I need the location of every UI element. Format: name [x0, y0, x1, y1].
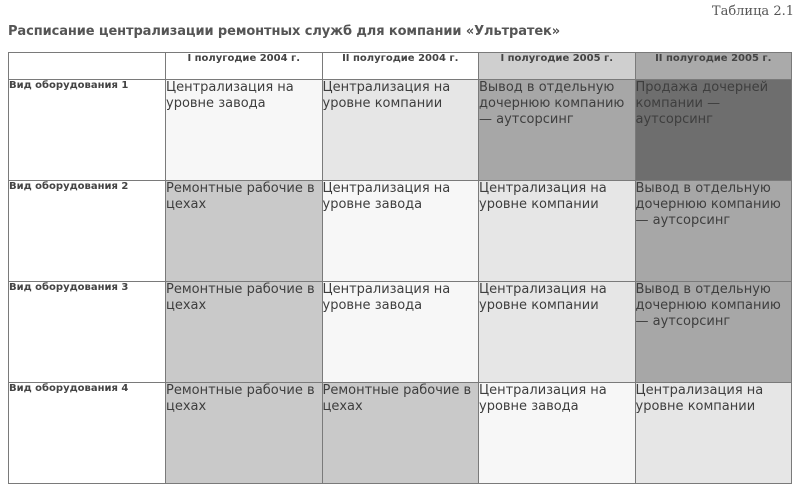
schedule-cell: Централизация на уровне компании: [322, 80, 479, 181]
schedule-cell: Централизация на уровне завода: [479, 383, 636, 484]
corner-cell: [9, 53, 166, 80]
schedule-cell: Ремонтные рабочие в цехах: [166, 181, 323, 282]
table-header-row: [9, 53, 792, 80]
schedule-cell: Централизация на уровне компании: [635, 383, 792, 484]
column-header: II полугодие 2004 г.: [322, 53, 479, 80]
schedule-cell: Централизация на уровне завода: [166, 80, 323, 181]
schedule-cell: Централизация на уровне завода: [322, 282, 479, 383]
table-row: [9, 80, 792, 181]
table-row: [9, 282, 792, 383]
table-row: [9, 181, 792, 282]
column-header: I полугодие 2005 г.: [479, 53, 636, 80]
row-header: Вид оборудования 4: [9, 383, 166, 484]
row-header: Вид оборудования 1: [9, 80, 166, 181]
row-header: Вид оборудования 2: [9, 181, 166, 282]
schedule-cell: Вывод в отдельную дочернюю компанию — аутсорсинг: [479, 80, 636, 181]
schedule-table: [8, 52, 792, 484]
column-header: II полугодие 2005 г.: [635, 53, 792, 80]
document-title: Расписание централизации ремонтных служб для компании «Ультратек»: [8, 24, 561, 39]
schedule-cell: Вывод в отдельную дочернюю компанию — аутсорсинг: [635, 181, 792, 282]
table-row: [9, 383, 792, 484]
schedule-cell: Централизация на уровне компании: [479, 181, 636, 282]
column-header: I полугодие 2004 г.: [166, 53, 323, 80]
schedule-cell: Ремонтные рабочие в цехах: [166, 282, 323, 383]
schedule-cell: Вывод в отдельную дочернюю компанию — аутсорсинг: [635, 282, 792, 383]
schedule-cell: Ремонтные рабочие в цехах: [322, 383, 479, 484]
row-header: Вид оборудования 3: [9, 282, 166, 383]
table-number-label: Таблица 2.1: [711, 4, 794, 19]
schedule-cell: Ремонтные рабочие в цехах: [166, 383, 323, 484]
schedule-cell: Централизация на уровне компании: [479, 282, 636, 383]
schedule-cell: Централизация на уровне завода: [322, 181, 479, 282]
schedule-cell: Продажа дочерней компании — аутсорсинг: [635, 80, 792, 181]
